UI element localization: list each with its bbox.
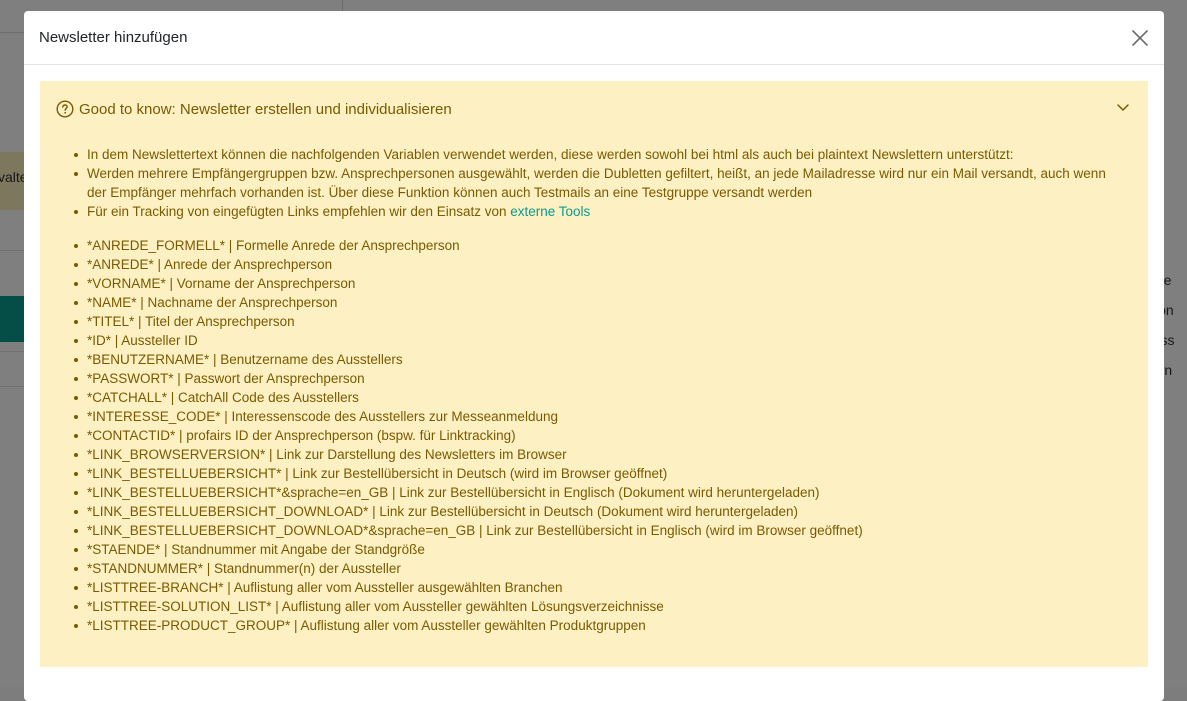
list-item: Werden mehrere Empfängergruppen bzw. Ansprechpersonen ausgewählt, werden die Dubletten gefiltert, heißt, an jede Mailadresse wird nur ein Mail versandt, auch wenn der Empfänger mehrfach vorhanden ist. Über diese Funktion können auch Testmails an eine Testgruppe versandt werden [87, 164, 1127, 202]
variable-item: *TITEL* | Titel der Ansprechperson [87, 312, 863, 331]
variable-item: *INTERESSE_CODE* | Interessenscode des Ausstellers zur Messeanmeldung [87, 407, 863, 426]
variable-item: *LISTTREE-SOLUTION_LIST* | Auflistung aller vom Aussteller gewählten Lösungsverzeichnisse [87, 597, 863, 616]
external-tools-link[interactable]: externe Tools [510, 204, 591, 219]
variable-item: *LINK_BROWSERVERSION* | Link zur Darstellung des Newsletters im Browser [87, 445, 863, 464]
good-to-know-header[interactable] [56, 100, 452, 118]
close-icon [1129, 27, 1151, 49]
variable-item: *BENUTZERNAME* | Benutzername des Ausstellers [87, 350, 863, 369]
close-button[interactable] [1129, 27, 1151, 49]
variable-item: *LINK_BESTELLUEBERSICHT_DOWNLOAD* | Link zur Bestellübersicht in Deutsch (Dokument wird heruntergeladen) [87, 502, 863, 521]
info-bullet-list [87, 145, 1127, 221]
list-item: In dem Newslettertext können die nachfolgenden Variablen verwendet werden, diese werden sowohl bei html als auch bei plaintext Newslettern unterstützt: [87, 145, 1127, 164]
good-to-know-panel [40, 81, 1148, 667]
variable-item: *LINK_BESTELLUEBERSICHT* | Link zur Bestellübersicht in Deutsch (wird im Browser geöffnet) [87, 464, 863, 483]
variable-item: *LINK_BESTELLUEBERSICHT*&sprache=en_GB | Link zur Bestellübersicht in Englisch (Dokument wird heruntergeladen) [87, 483, 863, 502]
list-item [87, 202, 1127, 221]
variable-item: *PASSWORT* | Passwort der Ansprechperson [87, 369, 863, 388]
newsletter-modal [24, 11, 1164, 701]
variable-list [87, 236, 863, 635]
variable-item: *LISTTREE-BRANCH* | Auflistung aller vom Aussteller ausgewählten Branchen [87, 578, 863, 597]
variable-item: *LISTTREE-PRODUCT_GROUP* | Auflistung aller vom Aussteller gewählten Produktgruppen [87, 616, 863, 635]
variable-item: *NAME* | Nachname der Ansprechperson [87, 293, 863, 312]
modal-title: Newsletter hinzufügen [39, 29, 188, 46]
tracking-text: Für ein Tracking von eingefügten Links empfehlen wir den Einsatz von [87, 204, 511, 219]
variable-item: *CONTACTID* | profairs ID der Ansprechperson (bspw. für Linktracking) [87, 426, 863, 445]
variable-item: *ANREDE* | Anrede der Ansprechperson [87, 255, 863, 274]
collapse-toggle[interactable] [1115, 99, 1131, 115]
variable-item: *VORNAME* | Vorname der Ansprechperson [87, 274, 863, 293]
variable-item: *CATCHALL* | CatchAll Code des Ausstellers [87, 388, 863, 407]
variable-item: *ANREDE_FORMELL* | Formelle Anrede der Ansprechperson [87, 236, 863, 255]
variable-item: *LINK_BESTELLUEBERSICHT_DOWNLOAD*&sprache=en_GB | Link zur Bestellübersicht in Englisch (wird im Browser geöffnet) [87, 523, 863, 538]
modal-header [24, 11, 1164, 65]
chevron-down-icon [1115, 99, 1131, 115]
variable-item: *STAENDE* | Standnummer mit Angabe der Standgröße [87, 540, 863, 559]
variable-item: *STANDNUMMER* | Standnummer(n) der Aussteller [87, 559, 863, 578]
good-to-know-title: Good to know: Newsletter erstellen und individualisieren [79, 100, 452, 118]
question-circle-icon [56, 100, 74, 118]
variable-item: *ID* | Aussteller ID [87, 331, 863, 350]
